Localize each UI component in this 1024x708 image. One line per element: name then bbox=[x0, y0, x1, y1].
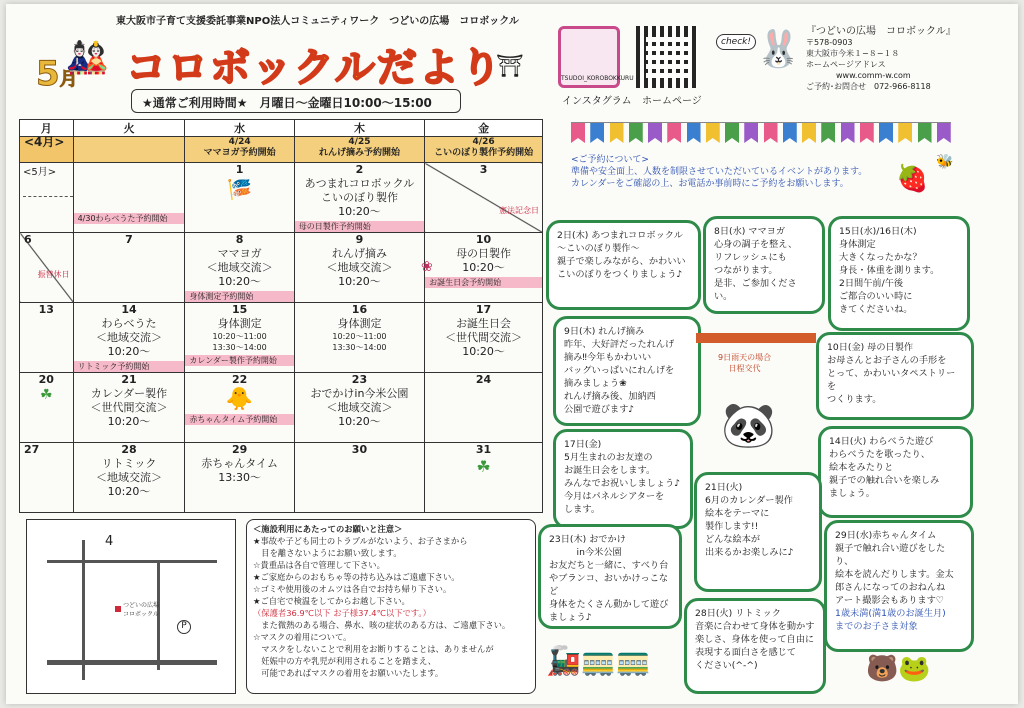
notice-line: 目を離さないようにお願い致します。 bbox=[253, 548, 402, 558]
event-text: おでかけin今米公園 ＜地域交流＞ 10:20～ bbox=[310, 387, 409, 428]
flag bbox=[610, 123, 624, 143]
flag bbox=[918, 123, 932, 143]
date-number: 27 bbox=[24, 443, 40, 456]
homepage-label: ホームページ bbox=[642, 96, 702, 107]
day-header: 月 bbox=[20, 120, 74, 137]
event-time: 10:20～11:00 13:30～14:00 bbox=[212, 332, 267, 352]
rain-note: 9日雨天の場合 日程交代 bbox=[718, 353, 772, 373]
notice-box bbox=[246, 519, 536, 694]
date-number: 20 bbox=[38, 373, 54, 386]
date-number: 6 bbox=[24, 233, 32, 246]
calendar-cell bbox=[425, 303, 543, 373]
calendar-cell bbox=[425, 163, 543, 233]
homepage-qr-icon[interactable] bbox=[636, 26, 698, 88]
road bbox=[82, 540, 85, 680]
flag bbox=[802, 123, 816, 143]
event-text: カレンダー製作 ＜世代間交流＞ 10:20～ bbox=[90, 387, 168, 428]
access-map bbox=[26, 519, 236, 694]
event-box-baby-time bbox=[824, 520, 974, 652]
event-calendar bbox=[19, 119, 543, 513]
booking-info bbox=[571, 154, 891, 190]
notice-line: ★ご自宅で検温をしてからお越し下さい。 bbox=[253, 596, 410, 606]
panda-icon: 🐼 bbox=[721, 400, 776, 451]
day-header: 火 bbox=[73, 120, 185, 137]
date-number: 17 bbox=[475, 303, 492, 316]
clover-icon: ☘ bbox=[476, 457, 491, 476]
holiday-label: 憲法記念日 bbox=[499, 206, 539, 215]
calendar-cell bbox=[185, 303, 294, 373]
calendar-cell bbox=[20, 443, 74, 513]
date-number: 1 bbox=[235, 163, 244, 176]
notice-line: ☆マスクの着用について。 bbox=[253, 632, 352, 642]
booking-line: カレンダーをご確認の上、お電話か事前時にご予約をお願いします。 bbox=[571, 179, 849, 189]
contact-tel[interactable]: 072-966-8118 bbox=[874, 82, 931, 91]
event-text: 赤ちゃんタイム 13:30～ bbox=[201, 457, 278, 484]
event-text: あつまれコロボックル こいのぼり製作 10:20～ bbox=[304, 177, 415, 218]
event-text: お誕生日会 ＜世代間交流＞ 10:20～ bbox=[445, 317, 523, 358]
event-box-rhythmic: 28日(火) リトミック 音楽に合わせて身体を動かす 楽しさ、身体を使って自由に 表現する面白さを感じて ください(^-^) bbox=[684, 598, 826, 694]
april-cell bbox=[73, 137, 185, 163]
calendar-cell bbox=[294, 443, 424, 513]
calendar-cell bbox=[73, 443, 185, 513]
flag bbox=[590, 123, 604, 143]
event-text: 身体測定 bbox=[217, 317, 262, 330]
calendar-cell bbox=[425, 373, 543, 443]
date-number: 24 bbox=[475, 373, 492, 386]
flower-icon: ❀ bbox=[421, 259, 433, 275]
reservation-tag: お誕生日会予約開始 bbox=[425, 277, 542, 288]
event-text: わらべうた ＜地域交流＞ 10:20～ bbox=[95, 317, 162, 358]
flag bbox=[879, 123, 893, 143]
flag bbox=[687, 123, 701, 143]
event-box-koinobori: 2日(木) あつまれコロボックル ～こいのぼり製作～ 親子で楽しみながら、かわいい こいのぼりをつくりましょう♪ bbox=[546, 220, 701, 310]
instagram-label: インスタグラム bbox=[562, 96, 632, 107]
train-icon: 🚂🚃🚃 bbox=[546, 644, 651, 677]
date-number: 3 bbox=[479, 163, 488, 176]
parking-icon: P bbox=[177, 620, 191, 634]
date-number: 22 bbox=[231, 373, 248, 386]
strawberry-icon: 🍓 bbox=[896, 164, 929, 194]
calendar-cell bbox=[425, 443, 543, 513]
check-bubble: check! bbox=[716, 34, 756, 50]
month-suffix: 月 bbox=[59, 69, 78, 90]
newsletter-title: コロボックルだより bbox=[126, 45, 503, 91]
date-number: 9 bbox=[355, 233, 364, 246]
event-text: ママヨガ ＜地域交流＞ 10:20～ bbox=[206, 247, 273, 288]
flag bbox=[898, 123, 912, 143]
calendar-cell bbox=[20, 373, 74, 443]
april-label: <4月> bbox=[20, 137, 74, 163]
reservation-tag: 4/30わらべうた予約開始 bbox=[74, 213, 185, 224]
date-number: 30 bbox=[351, 443, 368, 456]
baby-time-text: 29日(水)赤ちゃんタイム 親子で触れ合い遊びをしたり、 絵本を読んだりします。金太 郎さんになってのおねんね アート撮影会もあります♡ bbox=[835, 530, 954, 606]
chick-icon: 🐥 bbox=[225, 387, 254, 412]
calendar-cell bbox=[185, 443, 294, 513]
event-box-mama-yoga: 8日(水) ママヨガ 心身の調子を整え、 リフレッシュにも つながります。 是非、ご参加ください。 bbox=[703, 216, 825, 314]
road bbox=[47, 560, 217, 563]
date-number: 2 bbox=[355, 163, 364, 176]
flag bbox=[706, 123, 720, 143]
flag bbox=[841, 123, 855, 143]
event-time: 10:20～11:00 13:30～14:00 bbox=[332, 332, 387, 352]
instagram-qr-icon[interactable] bbox=[558, 26, 634, 88]
reservation-tag: カレンダー製作予約開始 bbox=[185, 355, 293, 366]
event-box-warabeuta: 14日(火) わらべうた遊び わらべうたを歌ったり、 絵本をみたりと 親子での触れ合いを楽しみ ましょう。 bbox=[818, 426, 973, 518]
notice-line: 可能であればマスクの着用をお願いいたします。 bbox=[253, 668, 444, 678]
notice-line: ★ご家庭からのおもちゃ等の持ち込みはご遠慮下さい。 bbox=[253, 572, 460, 582]
may-label: <5月> bbox=[23, 167, 57, 178]
flag bbox=[821, 123, 835, 143]
map-location-label: つどいの広場 コロボックル bbox=[123, 602, 160, 618]
kabuto-icon: ⛩ bbox=[496, 54, 524, 79]
day-header: 水 bbox=[185, 120, 294, 137]
date-number: 29 bbox=[231, 443, 248, 456]
booking-title: <ご予約について> bbox=[571, 155, 649, 165]
notice-line: 妊娠中の方や乳児が利用されることを踏まえ、 bbox=[253, 656, 437, 666]
flag bbox=[667, 123, 681, 143]
event-box-calendar: 21日(火) 6月のカレンダー製作 絵本をテーマに 製作します!! どんな絵本が 出来るかお楽しみに♪ bbox=[694, 472, 822, 592]
month-number: 5 bbox=[36, 54, 60, 94]
april-cell: 4/25 れんげ摘み予約開始 bbox=[294, 137, 424, 163]
contact-block bbox=[806, 26, 956, 92]
booking-line: 準備や安全面上、人数を制限させていただいているイベントがあります。 bbox=[571, 167, 868, 177]
april-cell: 4/24 ママヨガ予約開始 bbox=[185, 137, 294, 163]
calendar-cell bbox=[294, 303, 424, 373]
date-number: 21 bbox=[121, 373, 137, 386]
event-text: 母の日製作 10:20～ bbox=[456, 247, 512, 274]
notice-temperature: （保護者36.9℃以下 お子様37.4℃以下です。） bbox=[253, 608, 431, 618]
event-box-mothers-day: 10日(金) 母の日製作 お母さんとお子さんの手形を とって、かわいいタペストリーを つくります。 bbox=[816, 332, 974, 420]
koinobori-icon: 🎏 bbox=[227, 177, 253, 201]
event-text: 身体測定 bbox=[337, 317, 382, 330]
day-header: 木 bbox=[294, 120, 424, 137]
flag bbox=[764, 123, 778, 143]
flag bbox=[725, 123, 739, 143]
date-number: 16 bbox=[351, 303, 368, 316]
date-number: 15 bbox=[231, 303, 248, 316]
organization-name: 東大阪市子育て支援委託事業NPO法人コミュニティワーク つどいの広場 コロボックル bbox=[116, 16, 519, 27]
date-number: 10 bbox=[475, 233, 492, 246]
date-number: 13 bbox=[38, 303, 54, 316]
contact-home-title: ホームページアドレス bbox=[806, 60, 886, 69]
event-text: れんげ摘み ＜地域交流＞ 10:20～ bbox=[326, 247, 393, 288]
event-box-outing: 23日(木) おでかけ in今米公園 お友だちと一緒に、すべり台 やブランコ、おいかけっこなど 身体をたくさん動かして遊び ましょう♪ bbox=[538, 524, 682, 629]
date-number: 14 bbox=[121, 303, 137, 316]
contact-url[interactable]: www.comm-w.com bbox=[836, 71, 911, 80]
calendar-cell bbox=[294, 233, 424, 303]
instagram-id: TSUDOI_KOROBOKKURU bbox=[561, 75, 634, 82]
contact-tel-label: ご予約･お問合せ bbox=[806, 82, 866, 91]
calendar-cell bbox=[73, 303, 185, 373]
holiday-label: 振替休日 bbox=[37, 270, 70, 279]
flag bbox=[629, 123, 643, 143]
calendar-cell bbox=[73, 233, 185, 303]
date-swap-arrow bbox=[696, 333, 816, 343]
notice-line: ★事故や子ども同士のトラブルがないよう、お子さまから bbox=[253, 536, 468, 546]
notice-title: ＜施設利用にあたってのお願いと注意＞ bbox=[253, 524, 403, 534]
flag bbox=[860, 123, 874, 143]
calendar-cell bbox=[20, 163, 74, 233]
event-box-measurement: 15日(水)/16日(木) 身体測定 大きくなったかな？ 身長・体重を測ります。 2日間午前/午後 ご都合のいい時に きてくださいね。 bbox=[828, 216, 970, 331]
flag bbox=[744, 123, 758, 143]
date-number: 28 bbox=[121, 443, 137, 456]
kintaro-icon: 🎎 bbox=[66, 38, 109, 78]
date-number: 31 bbox=[475, 443, 492, 456]
road bbox=[47, 660, 217, 665]
calendar-cell bbox=[294, 163, 424, 233]
contact-zip: 〒578-0903 bbox=[806, 38, 853, 47]
calendar-cell bbox=[73, 163, 185, 233]
notice-line: マスクをしないことで利用をお断りすることは、ありませんが bbox=[253, 644, 494, 654]
notice-line: また微熱のある場合、鼻水、咳の症状のある方は、ご遠慮下さい。 bbox=[253, 620, 511, 630]
calendar-cell bbox=[425, 233, 543, 303]
reservation-tag: リトミック予約開始 bbox=[74, 361, 185, 372]
notice-line: ☆ゴミや使用後のオムツは各自でお持ち帰り下さい。 bbox=[253, 584, 452, 594]
notice-line: ☆貴重品は各自で管理して下さい。 bbox=[253, 560, 385, 570]
flag bbox=[783, 123, 797, 143]
calendar-cell bbox=[20, 303, 74, 373]
location-marker-icon bbox=[115, 606, 121, 612]
baby-time-target: 1歳未満(満1歳のお誕生月) までのお子さま対象 bbox=[835, 608, 946, 632]
calendar-cell bbox=[185, 233, 294, 303]
calendar-cell bbox=[73, 373, 185, 443]
date-number: 23 bbox=[351, 373, 368, 386]
april-cell: 4/26 こいのぼり製作予約開始 bbox=[425, 137, 543, 163]
calendar-cell bbox=[185, 373, 294, 443]
route-number: 4 bbox=[105, 534, 114, 549]
rabbit-icon: 🐰 bbox=[756, 29, 801, 70]
contact-address: 東大阪市今米１−８−１８ bbox=[806, 49, 900, 58]
animal-train-icon: 🐻🐸 bbox=[866, 654, 931, 684]
event-box-renge: 9日(木) れんげ摘み 昨年、大好評だったれんげ 摘み‼今年もかわいい バッグいっぱいにれんげを 摘みましょう❀ れんげ摘み後、加納西 公園で遊びます♪ bbox=[553, 316, 701, 426]
day-header: 金 bbox=[425, 120, 543, 137]
newsletter-page bbox=[6, 4, 1018, 704]
bee-icon: 🐝 bbox=[936, 154, 954, 170]
calendar-cell bbox=[294, 373, 424, 443]
clover-icon: ☘ bbox=[40, 387, 53, 403]
flag bbox=[648, 123, 662, 143]
event-box-birthday: 17日(金) 5月生まれのお友達の お誕生日会をします。 みんなでお祝いしましょう♪ 今月はパネルシアターを します。 bbox=[553, 429, 693, 529]
flag bbox=[937, 123, 951, 143]
date-number: 8 bbox=[235, 233, 244, 246]
reservation-tag: 赤ちゃんタイム予約開始 bbox=[185, 414, 293, 425]
calendar-cell bbox=[185, 163, 294, 233]
calendar-cell bbox=[20, 233, 74, 303]
opening-hours: ★通常ご利用時間★ 月曜日～金曜日10:00～15:00 bbox=[131, 89, 461, 113]
reservation-tag: 母の日製作予約開始 bbox=[295, 221, 424, 232]
contact-name: 『つどいの広場 コロボックル』 bbox=[806, 26, 956, 37]
date-number: 7 bbox=[125, 233, 133, 246]
flag bbox=[571, 123, 585, 143]
bunting-flags bbox=[571, 122, 951, 144]
reservation-tag: 身体測定予約開始 bbox=[185, 291, 293, 302]
event-text: リトミック ＜地域交流＞ 10:20～ bbox=[95, 457, 162, 498]
